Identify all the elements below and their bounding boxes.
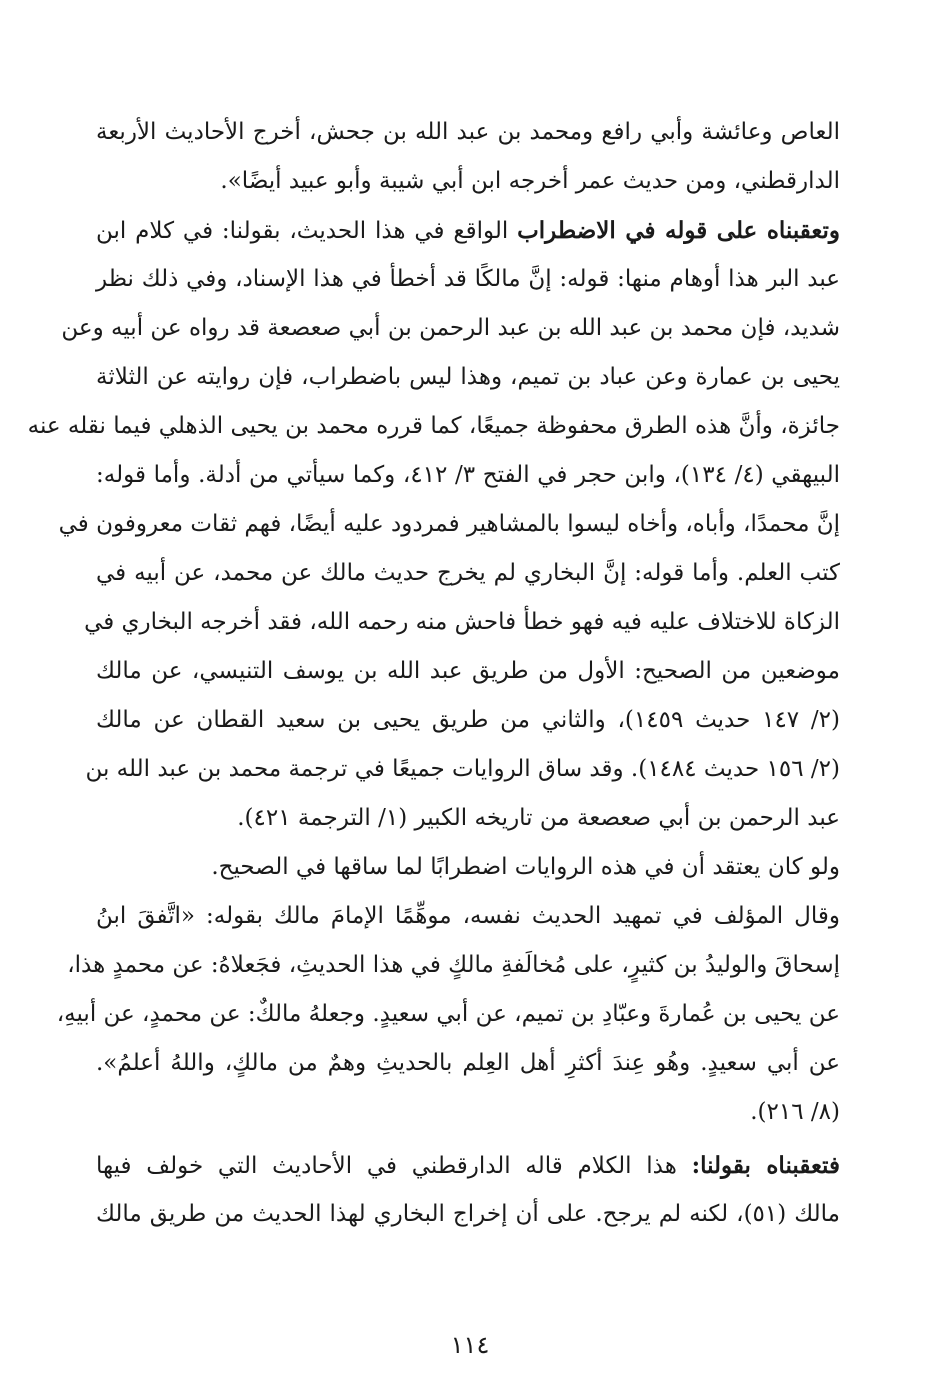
text-line: يحيى بن عمارة وعن عباد بن تميم، وهذا ليس باضطراب، فإن روايته عن الثلاثة [96,364,840,390]
page-body [27,108,840,1239]
text-line: شديد، فإن محمد بن عبد الله بن عبد الرحمن بن أبي صعصعة قد رواه عن أبيه وعن [61,315,840,341]
paragraph-1 [96,108,840,206]
text-line-rest: الواقع في هذا الحديث، بقولنا: في كلام ابن [96,218,518,244]
text-line: جائزة، وأنَّ هذه الطرق محفوظة جميعًا، كما قرره محمد بن يحيى الذهلي فيما نقله عنه [27,413,840,439]
text-line: الزكاة للاختلاف عليه فيه فهو خطأ فاحش منه رحمه الله، فقد أخرجه البخاري في [84,609,840,635]
text-line: مالك (٥١)، لكنه لم يرجح. على أن إخراج البخاري لهذا الحديث من طريق مالك [96,1201,840,1227]
text-line: (٨/ ٢١٦). [750,1099,840,1125]
text-line: إسحاقَ والوليدُ بن كثيرٍ، على مُخالَفةِ مالكٍ في هذا الحديثِ، فجَعلاهُ: عن محمدٍ هذا، [67,952,840,978]
text-line: عن يحيى بن عُمارةَ وعبّادِ بن تميم، عن أبي سعيدٍ. وجعلهُ مالكٌ: عن محمدٍ، عن أبيهِ، [56,1001,840,1027]
text-line: ولو كان يعتقد أن في هذه الروايات اضطرابًا لما ساقها في الصحيح. [211,854,840,880]
text-line: وقال المؤلف في تمهيد الحديث نفسه، موهِّمًا الإمامَ مالك بقوله: «اتَّفقَ ابنُ [96,903,840,929]
text-line: العاص وعائشة وأبي رافع ومحمد بن عبد الله بن جحش، أخرج الأحاديث الأربعة [96,119,840,145]
text-line: عبد الرحمن بن أبي صعصعة من تاريخه الكبير (١/ الترجمة ٤٢١). [237,805,840,831]
text-line: (٢/ ١٤٧ حديث ١٤٥٩)، والثاني من طريق يحيى بن سعيد القطان عن مالك [96,707,840,733]
text-line: كتب العلم. وأما قوله: إنَّ البخاري لم يخرج حديث مالك عن محمد، عن أبيه في [96,560,840,586]
paragraph-4 [56,892,840,1137]
text-line [96,206,840,255]
text-line: البيهقي (٤/ ١٣٤)، وابن حجر في الفتح ٣/ ٤١٢، وكما سيأتي من أدلة. وأما قوله: [96,462,840,488]
text-line: الدارقطني، ومن حديث عمر أخرجه ابن أبي شيبة وأبو عبيد أيضًا». [220,168,840,194]
text-line: عبد البر هذا أوهام منها: قوله: إنَّ مالكًا قد أخطأ في هذا الإسناد، وفي ذلك نظر [96,266,840,292]
page-number: ١١٤ [450,1331,490,1359]
bold-lead: فتعقبناه بقولنا: [691,1152,840,1179]
paragraph-3 [96,843,840,892]
text-line: إنَّ محمدًا، وأباه، وأخاه ليسوا بالمشاهير فمردود عليه أيضًا، فهم ثقات معروفون في [58,511,840,537]
text-line [96,1141,840,1190]
text-line: (٢/ ١٥٦ حديث ١٤٨٤). وقد ساق الروايات جميعًا في ترجمة محمد بن عبد الله بن [85,756,840,782]
paragraph-5 [96,1141,840,1239]
paragraph-2 [27,206,840,843]
bold-lead: وتعقبناه على قوله في الاضطراب [517,217,840,244]
text-line: عن أبي سعيدٍ. وهُو عِندَ أكثرِ أهل العِلم بالحديثِ وهمٌ من مالكٍ، واللهُ أعلمُ». [96,1050,840,1076]
text-line: موضعين من الصحيح: الأول من طريق عبد الله بن يوسف التنيسي، عن مالك [96,658,840,684]
text-line-rest: هذا الكلام قاله الدارقطني في الأحاديث التي خولف فيها [96,1153,692,1179]
